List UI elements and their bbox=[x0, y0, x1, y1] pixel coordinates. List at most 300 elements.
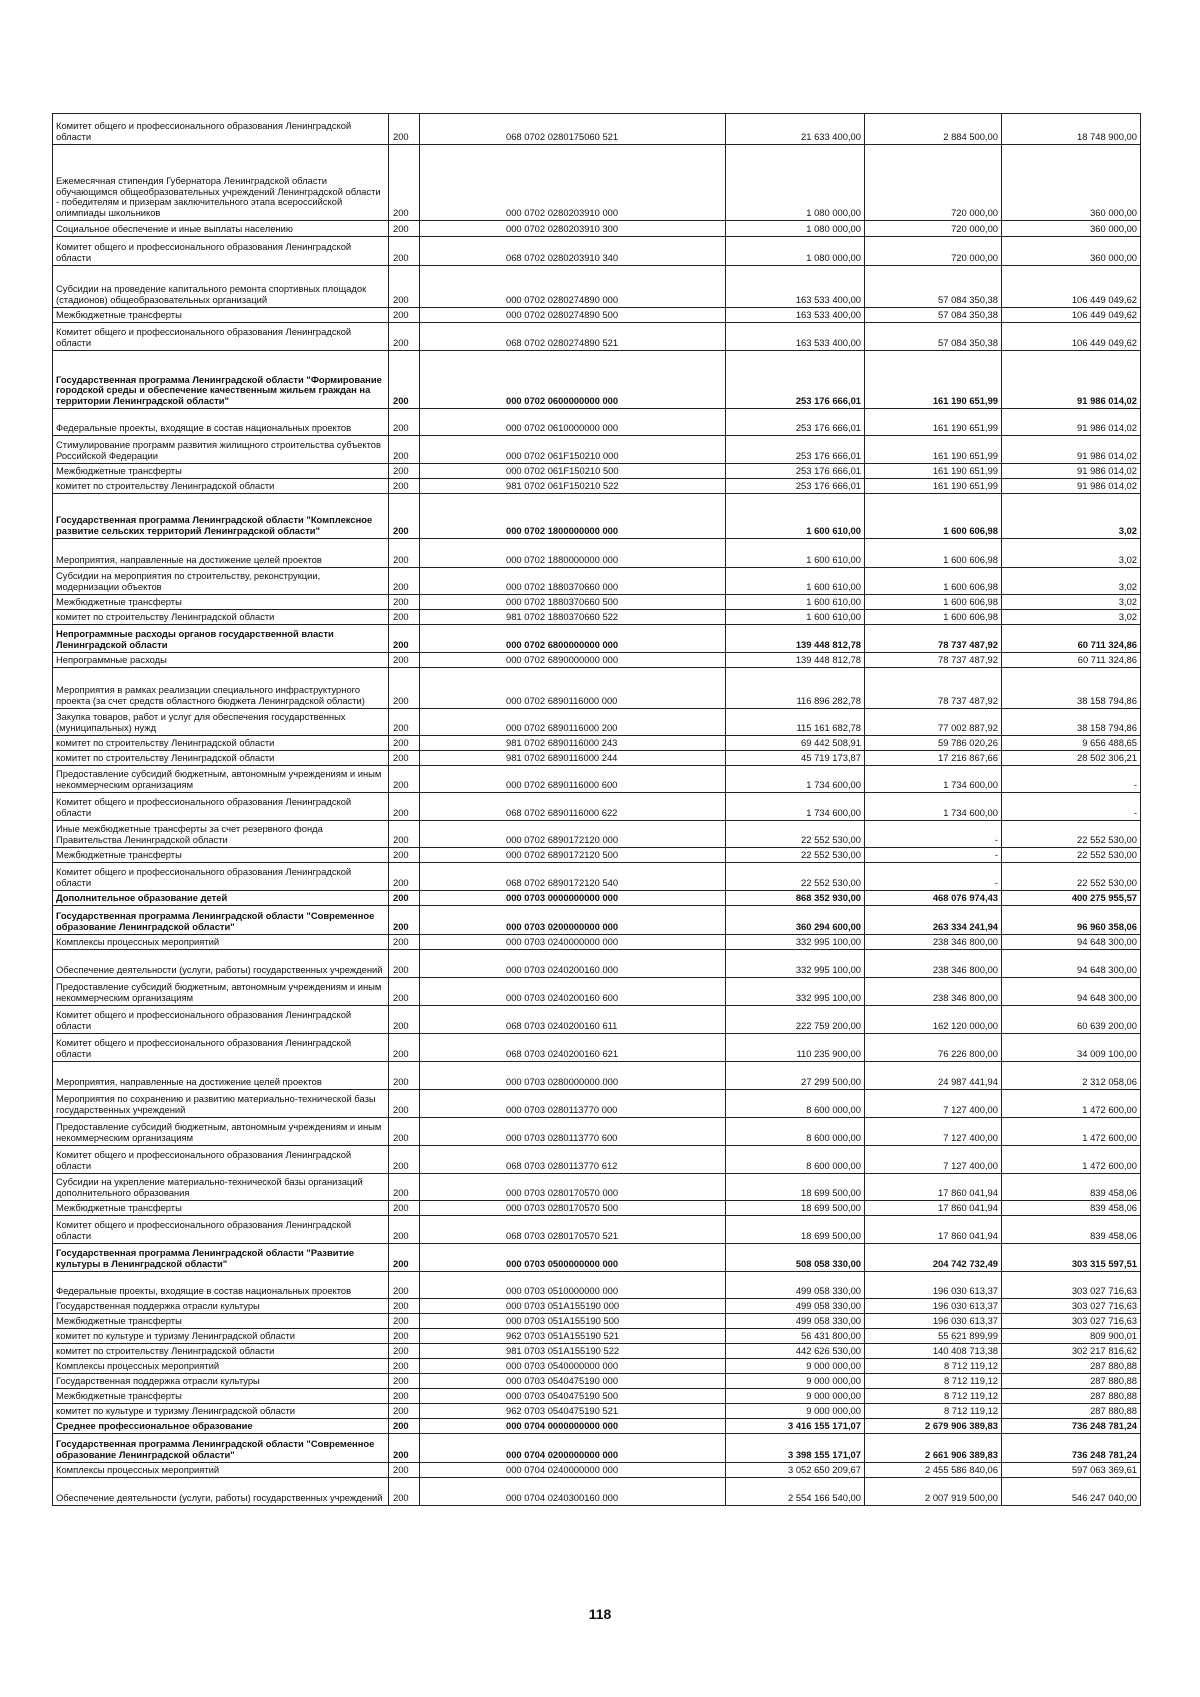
row-name-cell: Межбюджетные трансферты bbox=[53, 308, 389, 323]
row-code-cell: 200 bbox=[389, 568, 420, 595]
row-name-cell: Межбюджетные трансферты bbox=[53, 1389, 389, 1404]
row-approved-amount-cell: 1 080 000,00 bbox=[726, 237, 865, 266]
row-classification-code-cell: 000 0702 6890000000 000 bbox=[420, 653, 726, 668]
row-name-cell: комитет по строительству Ленинградской области bbox=[53, 1344, 389, 1359]
table-row bbox=[53, 464, 1141, 479]
row-approved-amount-cell: 1 600 610,00 bbox=[726, 595, 865, 610]
row-approved-amount-cell: 116 896 282,78 bbox=[726, 668, 865, 709]
row-code-cell: 200 bbox=[389, 308, 420, 323]
row-name-cell: комитет по строительству Ленинградской области bbox=[53, 736, 389, 751]
row-name-cell: Непрограммные расходы органов государственной власти Ленинградской области bbox=[53, 625, 389, 653]
row-code-cell: 200 bbox=[389, 1434, 420, 1463]
row-approved-amount-cell: 163 533 400,00 bbox=[726, 266, 865, 308]
row-name-cell: Комплексы процессных мероприятий bbox=[53, 1463, 389, 1478]
row-approved-amount-cell: 139 448 812,78 bbox=[726, 653, 865, 668]
row-remaining-amount-cell: 94 648 300,00 bbox=[1002, 935, 1141, 950]
row-remaining-amount-cell: 3,02 bbox=[1002, 539, 1141, 568]
row-executed-amount-cell: 8 712 119,12 bbox=[865, 1374, 1002, 1389]
table-row bbox=[53, 1034, 1141, 1062]
row-name-cell: Субсидии на проведение капитального ремонта спортивных площадок (стадионов) общеобразовательных организаций bbox=[53, 266, 389, 308]
row-name-cell: Межбюджетные трансферты bbox=[53, 1201, 389, 1216]
row-code-cell: 200 bbox=[389, 114, 420, 145]
row-classification-code-cell: 000 0703 0540475190 000 bbox=[420, 1374, 726, 1389]
row-remaining-amount-cell: 38 158 794,86 bbox=[1002, 709, 1141, 736]
row-executed-amount-cell: 8 712 119,12 bbox=[865, 1359, 1002, 1374]
row-code-cell: 200 bbox=[389, 1034, 420, 1062]
row-code-cell: 200 bbox=[389, 625, 420, 653]
row-classification-code-cell: 981 0702 6890116000 244 bbox=[420, 751, 726, 766]
row-code-cell: 200 bbox=[389, 539, 420, 568]
row-approved-amount-cell: 110 235 900,00 bbox=[726, 1034, 865, 1062]
row-code-cell: 200 bbox=[389, 1419, 420, 1434]
table-row bbox=[53, 1374, 1141, 1389]
row-classification-code-cell: 068 0703 0280170570 521 bbox=[420, 1216, 726, 1244]
table-row bbox=[53, 539, 1141, 568]
table-row bbox=[53, 935, 1141, 950]
row-remaining-amount-cell: 91 986 014,02 bbox=[1002, 351, 1141, 409]
row-approved-amount-cell: 22 552 530,00 bbox=[726, 863, 865, 891]
row-approved-amount-cell: 8 600 000,00 bbox=[726, 1090, 865, 1118]
row-remaining-amount-cell: 94 648 300,00 bbox=[1002, 978, 1141, 1006]
row-approved-amount-cell: 69 442 508,91 bbox=[726, 736, 865, 751]
row-executed-amount-cell: 196 030 613,37 bbox=[865, 1299, 1002, 1314]
row-classification-code-cell: 000 0703 0200000000 000 bbox=[420, 906, 726, 935]
row-approved-amount-cell: 9 000 000,00 bbox=[726, 1404, 865, 1419]
row-classification-code-cell: 068 0702 6890116000 622 bbox=[420, 793, 726, 821]
row-approved-amount-cell: 360 294 600,00 bbox=[726, 906, 865, 935]
row-code-cell: 200 bbox=[389, 436, 420, 464]
row-code-cell: 200 bbox=[389, 1463, 420, 1478]
row-approved-amount-cell: 1 600 610,00 bbox=[726, 610, 865, 625]
row-approved-amount-cell: 9 000 000,00 bbox=[726, 1374, 865, 1389]
row-remaining-amount-cell: 400 275 955,57 bbox=[1002, 891, 1141, 906]
row-name-cell: Мероприятия по сохранению и развитию материально-технической базы государственных учреждений bbox=[53, 1090, 389, 1118]
row-name-cell: Среднее профессиональное образование bbox=[53, 1419, 389, 1434]
table-row bbox=[53, 906, 1141, 935]
row-classification-code-cell: 000 0703 051A155190 000 bbox=[420, 1299, 726, 1314]
row-name-cell: Закупка товаров, работ и услуг для обеспечения государственных (муниципальных) нужд bbox=[53, 709, 389, 736]
row-remaining-amount-cell: 546 247 040,00 bbox=[1002, 1478, 1141, 1506]
row-classification-code-cell: 000 0703 0240000000 000 bbox=[420, 935, 726, 950]
row-executed-amount-cell: 1 734 600,00 bbox=[865, 766, 1002, 793]
row-code-cell: 200 bbox=[389, 736, 420, 751]
row-remaining-amount-cell: 60 711 324,86 bbox=[1002, 625, 1141, 653]
row-approved-amount-cell: 1 734 600,00 bbox=[726, 766, 865, 793]
row-remaining-amount-cell: 839 458,06 bbox=[1002, 1174, 1141, 1201]
row-remaining-amount-cell: 60 711 324,86 bbox=[1002, 653, 1141, 668]
row-approved-amount-cell: 332 995 100,00 bbox=[726, 950, 865, 978]
row-approved-amount-cell: 1 080 000,00 bbox=[726, 221, 865, 237]
row-executed-amount-cell: 2 679 906 389,83 bbox=[865, 1419, 1002, 1434]
table-row bbox=[53, 1359, 1141, 1374]
row-code-cell: 200 bbox=[389, 595, 420, 610]
row-name-cell: Субсидии на мероприятия по строительству, реконструкции, модернизации объектов bbox=[53, 568, 389, 595]
row-executed-amount-cell: 57 084 350,38 bbox=[865, 266, 1002, 308]
row-executed-amount-cell: 7 127 400,00 bbox=[865, 1090, 1002, 1118]
row-remaining-amount-cell: 839 458,06 bbox=[1002, 1216, 1141, 1244]
table-row bbox=[53, 568, 1141, 595]
table-row bbox=[53, 848, 1141, 863]
row-executed-amount-cell: 7 127 400,00 bbox=[865, 1118, 1002, 1146]
row-executed-amount-cell: - bbox=[865, 863, 1002, 891]
row-code-cell: 200 bbox=[389, 1090, 420, 1118]
row-executed-amount-cell: - bbox=[865, 821, 1002, 848]
row-approved-amount-cell: 253 176 666,01 bbox=[726, 464, 865, 479]
row-executed-amount-cell: 720 000,00 bbox=[865, 221, 1002, 237]
row-name-cell: Межбюджетные трансферты bbox=[53, 595, 389, 610]
row-executed-amount-cell: 17 216 867,66 bbox=[865, 751, 1002, 766]
row-executed-amount-cell: 161 190 651,99 bbox=[865, 436, 1002, 464]
row-remaining-amount-cell: 303 027 716,63 bbox=[1002, 1272, 1141, 1299]
row-remaining-amount-cell: 3,02 bbox=[1002, 595, 1141, 610]
row-approved-amount-cell: 27 299 500,00 bbox=[726, 1062, 865, 1090]
row-remaining-amount-cell: 736 248 781,24 bbox=[1002, 1419, 1141, 1434]
row-code-cell: 200 bbox=[389, 935, 420, 950]
table-row bbox=[53, 793, 1141, 821]
row-executed-amount-cell: 17 860 041,94 bbox=[865, 1216, 1002, 1244]
table-row bbox=[53, 1174, 1141, 1201]
row-classification-code-cell: 068 0703 0280113770 612 bbox=[420, 1146, 726, 1174]
row-classification-code-cell: 000 0702 0280274890 500 bbox=[420, 308, 726, 323]
table-row bbox=[53, 479, 1141, 494]
row-code-cell: 200 bbox=[389, 863, 420, 891]
row-approved-amount-cell: 868 352 930,00 bbox=[726, 891, 865, 906]
row-approved-amount-cell: 253 176 666,01 bbox=[726, 479, 865, 494]
row-executed-amount-cell: 263 334 241,94 bbox=[865, 906, 1002, 935]
table-row bbox=[53, 821, 1141, 848]
row-code-cell: 200 bbox=[389, 1359, 420, 1374]
row-executed-amount-cell: 2 661 906 389,83 bbox=[865, 1434, 1002, 1463]
row-approved-amount-cell: 21 633 400,00 bbox=[726, 114, 865, 145]
row-executed-amount-cell: 24 987 441,94 bbox=[865, 1062, 1002, 1090]
row-name-cell: комитет по строительству Ленинградской области bbox=[53, 751, 389, 766]
row-code-cell: 200 bbox=[389, 1404, 420, 1419]
row-approved-amount-cell: 332 995 100,00 bbox=[726, 978, 865, 1006]
row-name-cell: Комитет общего и профессионального образования Ленинградской области bbox=[53, 1034, 389, 1062]
row-classification-code-cell: 000 0702 6890116000 000 bbox=[420, 668, 726, 709]
row-name-cell: Стимулирование программ развития жилищного строительства субъектов Российской Федерации bbox=[53, 436, 389, 464]
row-classification-code-cell: 000 0702 061F150210 000 bbox=[420, 436, 726, 464]
row-remaining-amount-cell: 22 552 530,00 bbox=[1002, 863, 1141, 891]
row-classification-code-cell: 962 0703 051A155190 521 bbox=[420, 1329, 726, 1344]
row-executed-amount-cell: 161 190 651,99 bbox=[865, 409, 1002, 436]
row-classification-code-cell: 000 0703 0280113770 600 bbox=[420, 1118, 726, 1146]
row-classification-code-cell: 000 0703 0280170570 000 bbox=[420, 1174, 726, 1201]
row-classification-code-cell: 000 0702 0280203910 300 bbox=[420, 221, 726, 237]
row-classification-code-cell: 000 0703 0280000000 000 bbox=[420, 1062, 726, 1090]
row-executed-amount-cell: 2 007 919 500,00 bbox=[865, 1478, 1002, 1506]
row-code-cell: 200 bbox=[389, 237, 420, 266]
row-executed-amount-cell: 720 000,00 bbox=[865, 237, 1002, 266]
row-remaining-amount-cell: 809 900,01 bbox=[1002, 1329, 1141, 1344]
row-classification-code-cell: 000 0703 0280113770 000 bbox=[420, 1090, 726, 1118]
row-classification-code-cell: 068 0703 0240200160 611 bbox=[420, 1006, 726, 1034]
row-code-cell: 200 bbox=[389, 221, 420, 237]
row-executed-amount-cell: 238 346 800,00 bbox=[865, 935, 1002, 950]
row-approved-amount-cell: 56 431 800,00 bbox=[726, 1329, 865, 1344]
row-remaining-amount-cell: 9 656 488,65 bbox=[1002, 736, 1141, 751]
budget-table bbox=[52, 113, 1141, 1506]
row-remaining-amount-cell: 34 009 100,00 bbox=[1002, 1034, 1141, 1062]
row-executed-amount-cell: 720 000,00 bbox=[865, 145, 1002, 221]
row-executed-amount-cell: 140 408 713,38 bbox=[865, 1344, 1002, 1359]
table-row bbox=[53, 221, 1141, 237]
row-code-cell: 200 bbox=[389, 610, 420, 625]
table-row bbox=[53, 1090, 1141, 1118]
row-name-cell: Комитет общего и профессионального образования Ленинградской области bbox=[53, 1216, 389, 1244]
table-row bbox=[53, 978, 1141, 1006]
row-remaining-amount-cell: - bbox=[1002, 766, 1141, 793]
table-row bbox=[53, 736, 1141, 751]
row-name-cell: Федеральные проекты, входящие в состав национальных проектов bbox=[53, 1272, 389, 1299]
row-remaining-amount-cell: 303 315 597,51 bbox=[1002, 1244, 1141, 1272]
row-name-cell: Мероприятия, направленные на достижение целей проектов bbox=[53, 539, 389, 568]
row-executed-amount-cell: 1 600 606,98 bbox=[865, 610, 1002, 625]
row-code-cell: 200 bbox=[389, 1216, 420, 1244]
table-row bbox=[53, 1216, 1141, 1244]
row-name-cell: Дополнительное образование детей bbox=[53, 891, 389, 906]
row-name-cell: комитет по строительству Ленинградской области bbox=[53, 610, 389, 625]
table-row bbox=[53, 1062, 1141, 1090]
table-row bbox=[53, 145, 1141, 221]
row-name-cell: Государственная поддержка отрасли культуры bbox=[53, 1374, 389, 1389]
row-approved-amount-cell: 22 552 530,00 bbox=[726, 821, 865, 848]
row-approved-amount-cell: 18 699 500,00 bbox=[726, 1201, 865, 1216]
row-code-cell: 200 bbox=[389, 351, 420, 409]
row-code-cell: 200 bbox=[389, 848, 420, 863]
table-row bbox=[53, 1314, 1141, 1329]
row-approved-amount-cell: 442 626 530,00 bbox=[726, 1344, 865, 1359]
row-name-cell: Мероприятия в рамках реализации специального инфраструктурного проекта (за счет средств областного бюджета Ленинградской области) bbox=[53, 668, 389, 709]
row-executed-amount-cell: 468 076 974,43 bbox=[865, 891, 1002, 906]
row-executed-amount-cell: 196 030 613,37 bbox=[865, 1272, 1002, 1299]
row-executed-amount-cell: 2 884 500,00 bbox=[865, 114, 1002, 145]
row-executed-amount-cell: 161 190 651,99 bbox=[865, 351, 1002, 409]
row-executed-amount-cell: 17 860 041,94 bbox=[865, 1201, 1002, 1216]
row-remaining-amount-cell: 360 000,00 bbox=[1002, 237, 1141, 266]
row-code-cell: 200 bbox=[389, 891, 420, 906]
row-classification-code-cell: 000 0702 0280203910 000 bbox=[420, 145, 726, 221]
row-name-cell: Комитет общего и профессионального образования Ленинградской области bbox=[53, 1146, 389, 1174]
row-name-cell: Непрограммные расходы bbox=[53, 653, 389, 668]
row-name-cell: Межбюджетные трансферты bbox=[53, 464, 389, 479]
row-executed-amount-cell: 1 600 606,98 bbox=[865, 568, 1002, 595]
row-remaining-amount-cell: 3,02 bbox=[1002, 494, 1141, 539]
table-row bbox=[53, 1201, 1141, 1216]
row-classification-code-cell: 981 0702 6890116000 243 bbox=[420, 736, 726, 751]
row-classification-code-cell: 981 0702 1880370660 522 bbox=[420, 610, 726, 625]
row-approved-amount-cell: 508 058 330,00 bbox=[726, 1244, 865, 1272]
row-name-cell: Иные межбюджетные трансферты за счет резервного фонда Правительства Ленинградской области bbox=[53, 821, 389, 848]
row-remaining-amount-cell: 287 880,88 bbox=[1002, 1389, 1141, 1404]
row-classification-code-cell: 000 0702 1880370660 000 bbox=[420, 568, 726, 595]
row-name-cell: Комитет общего и профессионального образования Ленинградской области bbox=[53, 1006, 389, 1034]
row-executed-amount-cell: 78 737 487,92 bbox=[865, 668, 1002, 709]
table-row bbox=[53, 1006, 1141, 1034]
table-row bbox=[53, 766, 1141, 793]
row-approved-amount-cell: 1 080 000,00 bbox=[726, 145, 865, 221]
row-remaining-amount-cell: 360 000,00 bbox=[1002, 145, 1141, 221]
row-classification-code-cell: 000 0703 0500000000 000 bbox=[420, 1244, 726, 1272]
row-name-cell: Государственная программа Ленинградской области "Формирование городской среды и обеспечение качественным жильем граждан на территории Ленинградской области" bbox=[53, 351, 389, 409]
row-remaining-amount-cell: 2 312 058,06 bbox=[1002, 1062, 1141, 1090]
row-approved-amount-cell: 3 052 650 209,67 bbox=[726, 1463, 865, 1478]
row-name-cell: Комитет общего и профессионального образования Ленинградской области bbox=[53, 114, 389, 145]
row-name-cell: Комплексы процессных мероприятий bbox=[53, 1359, 389, 1374]
row-remaining-amount-cell: 106 449 049,62 bbox=[1002, 323, 1141, 351]
row-code-cell: 200 bbox=[389, 1201, 420, 1216]
table-row bbox=[53, 1419, 1141, 1434]
row-approved-amount-cell: 139 448 812,78 bbox=[726, 625, 865, 653]
row-approved-amount-cell: 22 552 530,00 bbox=[726, 848, 865, 863]
row-approved-amount-cell: 3 416 155 171,07 bbox=[726, 1419, 865, 1434]
table-row bbox=[53, 610, 1141, 625]
row-classification-code-cell: 000 0702 1880370660 500 bbox=[420, 595, 726, 610]
table-row bbox=[53, 625, 1141, 653]
table-row bbox=[53, 751, 1141, 766]
row-classification-code-cell: 000 0703 0540000000 000 bbox=[420, 1359, 726, 1374]
row-approved-amount-cell: 18 699 500,00 bbox=[726, 1216, 865, 1244]
row-code-cell: 200 bbox=[389, 821, 420, 848]
table-row bbox=[53, 1389, 1141, 1404]
row-code-cell: 200 bbox=[389, 1146, 420, 1174]
row-remaining-amount-cell: 736 248 781,24 bbox=[1002, 1434, 1141, 1463]
table-row bbox=[53, 668, 1141, 709]
row-approved-amount-cell: 3 398 155 171,07 bbox=[726, 1434, 865, 1463]
row-approved-amount-cell: 2 554 166 540,00 bbox=[726, 1478, 865, 1506]
row-code-cell: 200 bbox=[389, 479, 420, 494]
table-row bbox=[53, 950, 1141, 978]
row-name-cell: Комитет общего и профессионального образования Ленинградской области bbox=[53, 793, 389, 821]
row-executed-amount-cell: 78 737 487,92 bbox=[865, 653, 1002, 668]
row-approved-amount-cell: 163 533 400,00 bbox=[726, 323, 865, 351]
row-approved-amount-cell: 1 734 600,00 bbox=[726, 793, 865, 821]
row-approved-amount-cell: 115 161 682,78 bbox=[726, 709, 865, 736]
row-remaining-amount-cell: 106 449 049,62 bbox=[1002, 266, 1141, 308]
row-approved-amount-cell: 253 176 666,01 bbox=[726, 351, 865, 409]
row-remaining-amount-cell: 287 880,88 bbox=[1002, 1359, 1141, 1374]
row-classification-code-cell: 000 0702 0280274890 000 bbox=[420, 266, 726, 308]
row-name-cell: Обеспечение деятельности (услуги, работы) государственных учреждений bbox=[53, 1478, 389, 1506]
table-row bbox=[53, 114, 1141, 145]
row-remaining-amount-cell: 287 880,88 bbox=[1002, 1374, 1141, 1389]
table-row bbox=[53, 1118, 1141, 1146]
row-executed-amount-cell: 8 712 119,12 bbox=[865, 1389, 1002, 1404]
row-remaining-amount-cell: 96 960 358,06 bbox=[1002, 906, 1141, 935]
row-code-cell: 200 bbox=[389, 1174, 420, 1201]
row-remaining-amount-cell: 303 027 716,63 bbox=[1002, 1299, 1141, 1314]
table-row bbox=[53, 653, 1141, 668]
row-remaining-amount-cell: 94 648 300,00 bbox=[1002, 950, 1141, 978]
row-code-cell: 200 bbox=[389, 793, 420, 821]
row-executed-amount-cell: 196 030 613,37 bbox=[865, 1314, 1002, 1329]
row-remaining-amount-cell: 22 552 530,00 bbox=[1002, 821, 1141, 848]
row-classification-code-cell: 068 0703 0240200160 621 bbox=[420, 1034, 726, 1062]
row-remaining-amount-cell: 597 063 369,61 bbox=[1002, 1463, 1141, 1478]
row-code-cell: 200 bbox=[389, 1389, 420, 1404]
row-remaining-amount-cell: 91 986 014,02 bbox=[1002, 436, 1141, 464]
row-executed-amount-cell: 57 084 350,38 bbox=[865, 308, 1002, 323]
row-name-cell: Комитет общего и профессионального образования Ленинградской области bbox=[53, 237, 389, 266]
row-approved-amount-cell: 9 000 000,00 bbox=[726, 1359, 865, 1374]
row-approved-amount-cell: 8 600 000,00 bbox=[726, 1146, 865, 1174]
row-remaining-amount-cell: 91 986 014,02 bbox=[1002, 464, 1141, 479]
table-row bbox=[53, 409, 1141, 436]
row-remaining-amount-cell: - bbox=[1002, 793, 1141, 821]
row-name-cell: комитет по культуре и туризму Ленинградской области bbox=[53, 1404, 389, 1419]
row-code-cell: 200 bbox=[389, 145, 420, 221]
row-remaining-amount-cell: 360 000,00 bbox=[1002, 221, 1141, 237]
row-classification-code-cell: 000 0702 6800000000 000 bbox=[420, 625, 726, 653]
row-remaining-amount-cell: 106 449 049,62 bbox=[1002, 308, 1141, 323]
table-row bbox=[53, 595, 1141, 610]
row-approved-amount-cell: 18 699 500,00 bbox=[726, 1174, 865, 1201]
row-approved-amount-cell: 222 759 200,00 bbox=[726, 1006, 865, 1034]
table-row bbox=[53, 494, 1141, 539]
row-remaining-amount-cell: 60 639 200,00 bbox=[1002, 1006, 1141, 1034]
row-code-cell: 200 bbox=[389, 653, 420, 668]
row-classification-code-cell: 000 0703 0240200160 600 bbox=[420, 978, 726, 1006]
row-remaining-amount-cell: 3,02 bbox=[1002, 568, 1141, 595]
row-executed-amount-cell: 238 346 800,00 bbox=[865, 950, 1002, 978]
row-executed-amount-cell: 8 712 119,12 bbox=[865, 1404, 1002, 1419]
row-classification-code-cell: 962 0703 0540475190 521 bbox=[420, 1404, 726, 1419]
row-remaining-amount-cell: 303 027 716,63 bbox=[1002, 1314, 1141, 1329]
table-row bbox=[53, 891, 1141, 906]
row-classification-code-cell: 000 0704 0240000000 000 bbox=[420, 1463, 726, 1478]
row-classification-code-cell: 068 0702 0280274890 521 bbox=[420, 323, 726, 351]
row-executed-amount-cell: 59 786 020,26 bbox=[865, 736, 1002, 751]
table-row bbox=[53, 1329, 1141, 1344]
row-executed-amount-cell: 2 455 586 840,06 bbox=[865, 1463, 1002, 1478]
row-classification-code-cell: 000 0702 6890172120 000 bbox=[420, 821, 726, 848]
row-name-cell: Комитет общего и профессионального образования Ленинградской области bbox=[53, 323, 389, 351]
row-classification-code-cell: 981 0702 061F150210 522 bbox=[420, 479, 726, 494]
row-code-cell: 200 bbox=[389, 709, 420, 736]
table-row bbox=[53, 1404, 1141, 1419]
row-executed-amount-cell: 204 742 732,49 bbox=[865, 1244, 1002, 1272]
row-approved-amount-cell: 499 058 330,00 bbox=[726, 1272, 865, 1299]
row-remaining-amount-cell: 1 472 600,00 bbox=[1002, 1118, 1141, 1146]
row-name-cell: Комплексы процессных мероприятий bbox=[53, 935, 389, 950]
row-executed-amount-cell: - bbox=[865, 848, 1002, 863]
row-classification-code-cell: 000 0703 0540475190 500 bbox=[420, 1389, 726, 1404]
row-classification-code-cell: 000 0702 1880000000 000 bbox=[420, 539, 726, 568]
table-row bbox=[53, 1272, 1141, 1299]
row-executed-amount-cell: 55 621 899,99 bbox=[865, 1329, 1002, 1344]
row-name-cell: комитет по культуре и туризму Ленинградской области bbox=[53, 1329, 389, 1344]
table-row bbox=[53, 351, 1141, 409]
row-code-cell: 200 bbox=[389, 950, 420, 978]
row-name-cell: Межбюджетные трансферты bbox=[53, 848, 389, 863]
page-number: 118 bbox=[588, 1606, 612, 1622]
row-executed-amount-cell: 161 190 651,99 bbox=[865, 479, 1002, 494]
row-executed-amount-cell: 161 190 651,99 bbox=[865, 464, 1002, 479]
row-approved-amount-cell: 499 058 330,00 bbox=[726, 1299, 865, 1314]
row-code-cell: 200 bbox=[389, 1314, 420, 1329]
row-name-cell: Социальное обеспечение и иные выплаты населению bbox=[53, 221, 389, 237]
row-code-cell: 200 bbox=[389, 1272, 420, 1299]
row-code-cell: 200 bbox=[389, 1374, 420, 1389]
table-row bbox=[53, 1478, 1141, 1506]
row-code-cell: 200 bbox=[389, 323, 420, 351]
row-approved-amount-cell: 1 600 610,00 bbox=[726, 539, 865, 568]
row-classification-code-cell: 000 0702 0600000000 000 bbox=[420, 351, 726, 409]
table-row bbox=[53, 237, 1141, 266]
row-code-cell: 200 bbox=[389, 1299, 420, 1314]
row-classification-code-cell: 000 0702 6890172120 500 bbox=[420, 848, 726, 863]
row-code-cell: 200 bbox=[389, 1006, 420, 1034]
